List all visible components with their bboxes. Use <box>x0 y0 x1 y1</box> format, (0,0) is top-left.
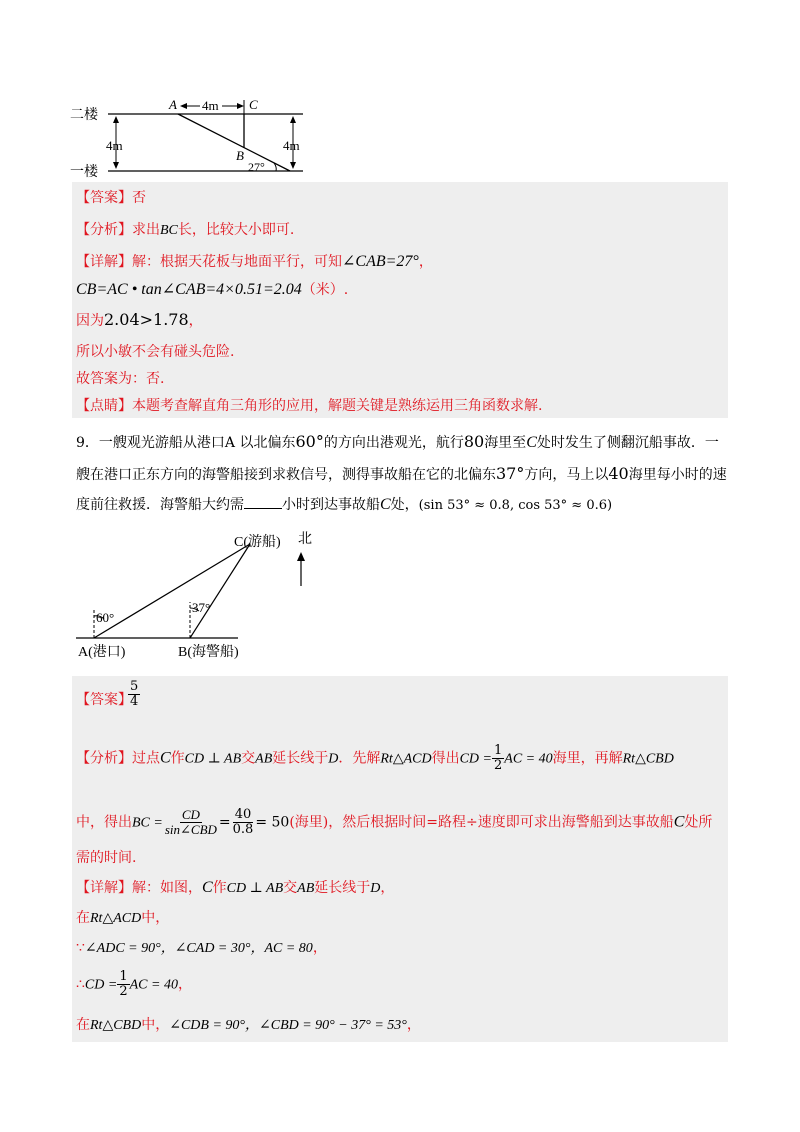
q9-answer-fraction: $\frac{5}{4}$ <box>130 679 139 709</box>
q8-answer: 【答案】否 <box>76 190 146 206</box>
label-height-right: 4m <box>283 138 300 153</box>
answer-blank[interactable] <box>244 494 282 509</box>
label-b-police: B(海警船) <box>178 645 239 660</box>
q8-calc: CB=AC • tan∠CAB=4×0.51=2.04（米）. <box>76 281 349 298</box>
label-c-ship: C(游船) <box>234 535 281 550</box>
answer-tag: 【答案】 <box>76 692 132 708</box>
label-a-port: A(港口) <box>78 645 126 660</box>
q9-detail-line5: 在Rt△CBD中，∠CDB = 90°，∠CBD = 90° − 37° = 53°， <box>76 1017 421 1033</box>
q9-analysis-line3: 需的时间. <box>76 850 137 866</box>
label-b: B <box>236 148 244 163</box>
q9-answer <box>76 690 132 710</box>
answer-tag: 【答案】 <box>76 190 132 206</box>
q8-point: 【点睛】本题考查解直角三角形的应用，解题关键是熟练运用三角函数求解. <box>76 398 543 414</box>
q9-detail-line4: ∴CD = $\frac{1}{2}$ AC = 40， <box>76 969 192 999</box>
analysis-tag: 【分析】 <box>76 222 132 238</box>
q8-analysis: 【分析】求出BC长，比较大小即可. <box>76 222 295 238</box>
analysis-tag: 【分析】 <box>76 750 132 767</box>
q9-line2: 艘在港口正东方向的海警船接到求救信号，测得事故船在它的北偏东37°方向，马上以40海里每小时的速 <box>76 464 727 483</box>
segment-bc <box>190 544 250 638</box>
label-c: C <box>249 97 258 112</box>
detail-tag: 【详解】 <box>76 254 132 270</box>
label-north: 北 <box>298 532 312 547</box>
stair-slope <box>178 114 290 171</box>
q8-detail: 【详解】解：根据天花板与地面平行，可知∠CAB=27°， <box>76 253 433 270</box>
label-angle: 27° <box>248 160 265 174</box>
label-floor1: 一楼 <box>70 165 98 180</box>
q9-line3: 度前往救援．海警船大约需 小时到达事故船C处，(sin 53° ≈ 0.8, cos 53° ≈ 0.6) <box>76 496 613 513</box>
q9-detail-line1: 【详解】解：如图，C作CD ⊥ AB交AB延长线于D， <box>76 879 395 896</box>
label-floor2: 二楼 <box>70 108 98 123</box>
harbour-figure <box>72 526 332 666</box>
staircase-figure <box>68 92 318 180</box>
angle-b: 37° <box>192 600 211 615</box>
label-width: 4m <box>202 98 219 113</box>
q9-detail-line3: ∵∠ADC = 90°，∠CAD = 30°，AC = 80， <box>76 940 327 956</box>
q8-so: 所以小敏不会有碰头危险. <box>76 344 235 360</box>
angle-a: 60° <box>96 610 115 625</box>
label-height-left: 4m <box>106 138 123 153</box>
segment-ac <box>94 544 250 638</box>
q8-solution-background <box>72 182 728 418</box>
detail-tag: 【详解】 <box>76 880 132 896</box>
label-a: A <box>169 97 177 112</box>
q9-line1: 9．一艘观光游船从港口A 以北偏东60°的方向出港观光，航行80海里至C处时发生了侧翻沉船事故．一 <box>76 432 719 451</box>
q9-detail-line2: 在Rt△ACD中， <box>76 910 170 926</box>
point-tag: 【点睛】 <box>76 398 132 414</box>
q9-analysis-line1: 【分析】过点C作CD ⊥ AB交AB延长线于D．先解Rt△ACD得出CD = $\frac{1}{2}$ AC = 40海里，再解Rt△CBD <box>76 743 674 773</box>
q9-analysis-line2: 中，得出BC = $\frac{CD}{\text{sin∠CBD}}$ = $\frac{40}{0.8}$ = 50(海里)，然后根据时间=路程÷速度即可求出海警船到达事故船C处所 <box>76 807 713 837</box>
q8-because: 因为2.04>1.78， <box>76 310 203 329</box>
q8-final: 故答案为：否. <box>76 371 165 387</box>
